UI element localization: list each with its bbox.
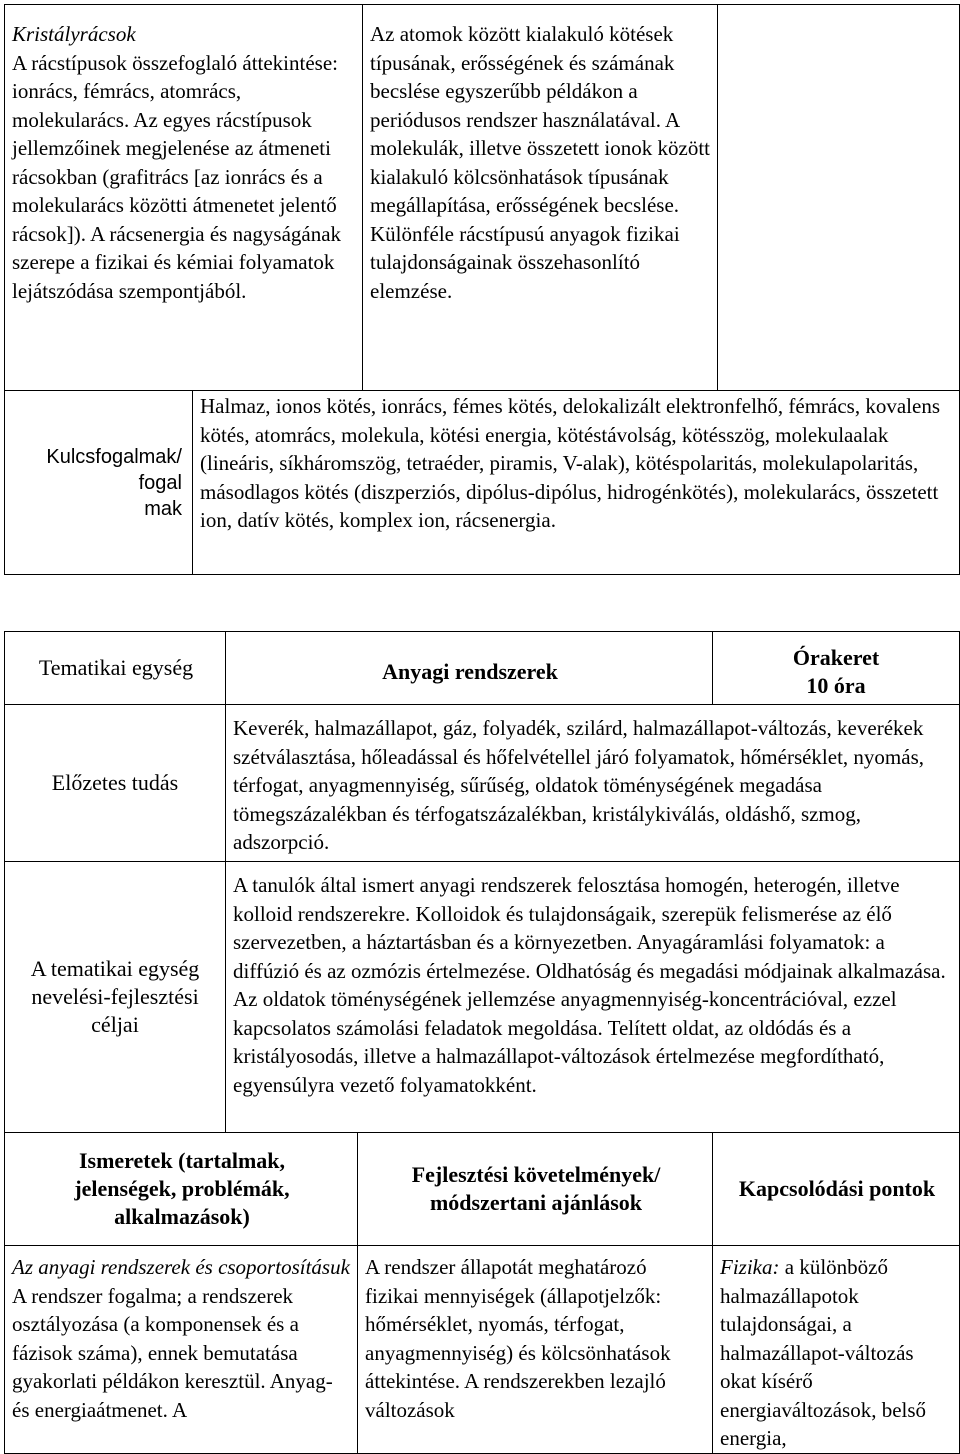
subject-name: Fizika: xyxy=(720,1255,780,1279)
prior-knowledge-text: Keverék, halmazállapot, gáz, folyadék, szilárd, halmazállapot-változás, keverékek szétválasztása, hőleadással és hőfelvétellel járó folyamatok, hőmérséklet, nyomás, térfogat, anyagmennyiség, sűrűség, oldatok töménységének megadása tömegszázalékban és térfogatszázalékban, kristálykiválás, oldáshő, szmog, adszorpció. xyxy=(226,705,960,862)
goals-label: A tematikai egység nevelési-fejlesztési céljai xyxy=(5,862,226,1133)
requirements-header: Fejlesztési követelmények/ módszertani ajánlások xyxy=(358,1133,713,1246)
prior-knowledge-label: Előzetes tudás xyxy=(5,705,226,862)
key-concepts-text: Halmaz, ionos kötés, ionrács, fémes kötés, delokalizált elektronfelhő, fémrács, kovalens kötés, atomrács, molekula, kötési energia, kötéstávolság, kötésszög, molekulaalak (lineáris, síkháromszög, tetraéder, piramis, V-alak), kötéspolaritás, molekulapolaritás, másodlagos kötés (diszperziós, dipólus-dipólus, hidrogénkötés), molekularács, összetett ion, datív kötés, komplex ion, rácsenergia. xyxy=(193,391,960,575)
unit-label: Tematikai egység xyxy=(5,632,226,705)
key-concepts-label: Kulcsfogalmak/ fogal mak xyxy=(5,391,193,575)
knowledge-text: A rendszer fogalma; a rendszerek osztályozása (a komponensek és a fázisok száma), ennek bemutatása gyakorlati példákon keresztül. Anyag- és energiaátmenet. A xyxy=(12,1283,333,1422)
hours-cell xyxy=(713,632,960,705)
section-title: Kristályrácsok xyxy=(12,22,136,46)
curriculum-top-table xyxy=(4,4,960,575)
knowledge-cell xyxy=(5,1246,358,1454)
connections-cell-body xyxy=(713,1246,960,1454)
knowledge-title: Az anyagi rendszerek és csoportosításuk xyxy=(12,1255,350,1279)
knowledge-header: Ismeretek (tartalmak, jelenségek, problémák, alkalmazások) xyxy=(5,1133,358,1246)
unit-table xyxy=(4,631,960,1454)
requirements-text: Az atomok között kialakuló kötések típusának, erősségének és számának becslése egyszerűbb példákon a periódusos rendszer használatával. A molekulák, illetve összetett ionok között kialakuló kölcsönhatások típusának megállapítása, erősségének becslése. Különféle rácstípusú anyagok fizikai tulajdonságainak összehasonlító elemzése. xyxy=(370,22,711,303)
connections-cell xyxy=(718,5,960,391)
goals-text: A tanulók által ismert anyagi rendszerek felosztása homogén, heterogén, illetve kolloid rendszerekre. Kolloidok és tulajdonságaik, szerepük felismerése az élő szervezetben, a háztartásban és a környezetben. Anyagáramlási folyamatok: a diffúzió és az ozmózis értelmezése. Oldhatóság és megadási módjainak alkalmazása. Az oldatok töménységének jellemzése anyagmennyiség-koncentrációval, ezzel kapcsolatos számolási feladatok megoldása. Telített oldat, az oldódás és a kristályosodás, illetve a halmazállapot-változások értelmezése megfordítható, egyensúlyra vezető folyamatokként. xyxy=(226,862,960,1133)
requirements-cell-body: A rendszer állapotát meghatározó fizikai mennyiségek (állapotjelzők: hőmérséklet, nyomás, térfogat, anyagmennyiség) és kölcsönhatások áttekintése. A rendszerekben lezajló változások xyxy=(358,1246,713,1454)
hours-label: Órakeret xyxy=(792,645,880,670)
crystal-lattice-cell xyxy=(5,5,363,391)
unit-name: Anyagi rendszerek xyxy=(226,632,713,705)
connections-body-text: a különböző halmazállapotok tulajdonságai, a halmazállapot-változás okat kísérő energiaváltozások, belső energia, xyxy=(720,1255,927,1450)
hours-value: 10 óra xyxy=(806,673,866,698)
requirements-cell xyxy=(363,5,718,391)
connections-header: Kapcsolódási pontok xyxy=(713,1133,960,1246)
section-text: A rácstípusok összefoglaló áttekintése: ionrács, fémrács, atomrács, molekularács. Az egyes rácstípusok jellemzőinek megjelenése az átmeneti rácsokban (grafitrács [az ionrács és a molekularács közötti átmenetet jelentő rácsok]). A rácsenergia és nagyságának szerepe a fizikai és kémiai folyamatok lejátszódása szempontjából. xyxy=(12,50,342,303)
